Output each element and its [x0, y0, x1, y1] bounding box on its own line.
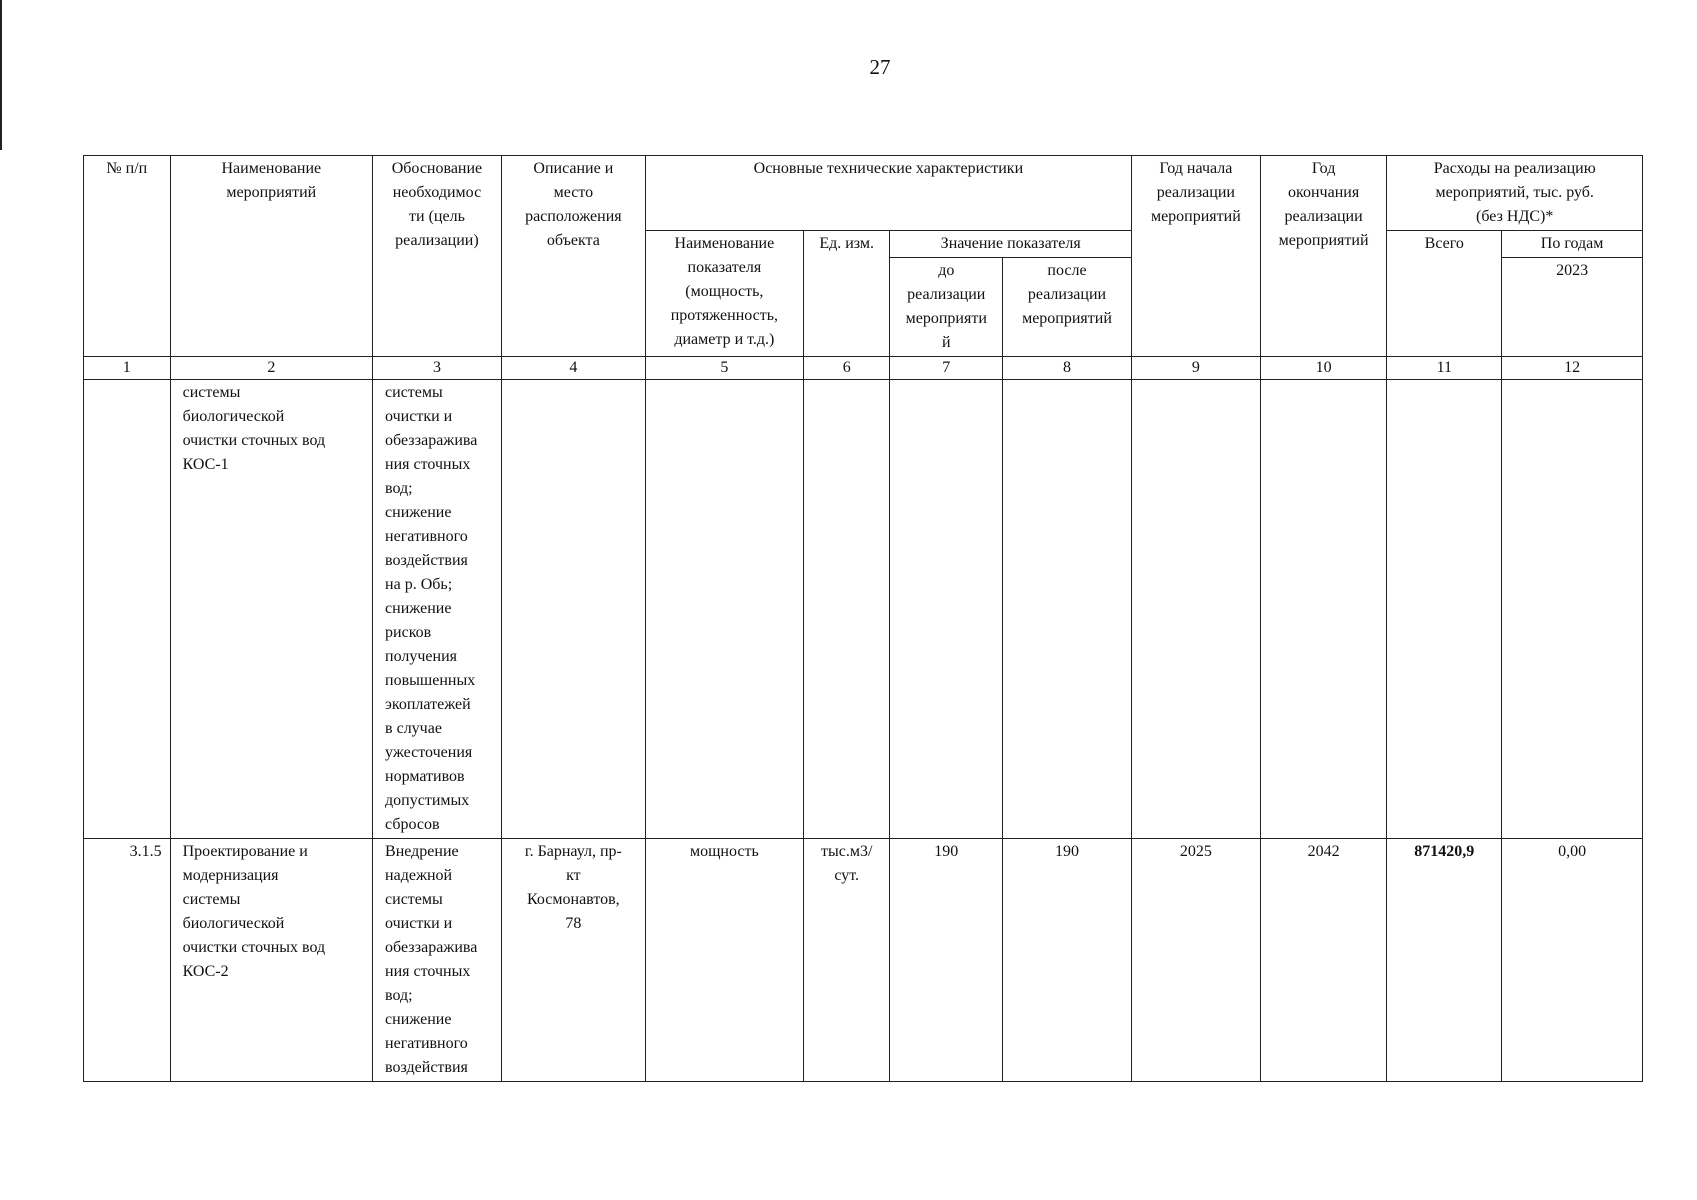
column-number: 2	[170, 357, 372, 380]
column-number: 9	[1131, 357, 1260, 380]
header-row-1	[84, 156, 1643, 231]
row-name: системы биологической очистки сточных вод КОС-1	[170, 380, 372, 839]
column-number: 7	[890, 357, 1003, 380]
header-name: Наименование мероприятий	[170, 156, 372, 357]
column-number: 6	[803, 357, 890, 380]
column-number: 8	[1003, 357, 1132, 380]
row-end-year: 2042	[1260, 839, 1387, 1082]
header-total: Всего	[1387, 231, 1502, 357]
header-by-years: По годам	[1502, 231, 1643, 258]
row-location: г. Барнаул, пр- кт Космонавтов, 78	[501, 839, 645, 1082]
header-indicator-name: Наименование показателя (мощность, протяженность, диаметр и т.д.)	[645, 231, 803, 357]
row-2023: 0,00	[1502, 839, 1643, 1082]
column-number: 5	[645, 357, 803, 380]
row-before: 190	[890, 839, 1003, 1082]
header-year-2023: 2023	[1502, 258, 1643, 357]
header-unit: Ед. изм.	[803, 231, 890, 357]
column-number: 3	[373, 357, 502, 380]
row-justification: Внедрение надежной системы очистки и обеззаражива ния сточных вод; снижение негативного воздействия	[373, 839, 502, 1082]
row-total	[1387, 380, 1502, 839]
row-before	[890, 380, 1003, 839]
row-justification: системы очистки и обеззаражива ния сточных вод; снижение негативного воздействия на р. Обь; снижение рисков получения повышенных экоплатежей в случае ужесточения нормативов допустимых сбросов	[373, 380, 502, 839]
header-justification: Обоснование необходимос ти (цель реализации)	[373, 156, 502, 357]
row-after	[1003, 380, 1132, 839]
row-indicator	[645, 380, 803, 839]
table-row	[84, 380, 1643, 839]
header-after: после реализации мероприятий	[1003, 258, 1132, 357]
row-num: 3.1.5	[84, 839, 171, 1082]
measures-table	[83, 155, 1643, 1082]
row-unit	[803, 380, 890, 839]
column-number: 1	[84, 357, 171, 380]
column-number: 10	[1260, 357, 1387, 380]
header-location: Описание и место расположения объекта	[501, 156, 645, 357]
row-start-year	[1131, 380, 1260, 839]
page-number: 27	[869, 55, 891, 79]
row-name: Проектирование и модернизация системы биологической очистки сточных вод КОС-2	[170, 839, 372, 1082]
column-number: 4	[501, 357, 645, 380]
row-2023	[1502, 380, 1643, 839]
header-end-year: Год окончания реализации мероприятий	[1260, 156, 1387, 357]
table-row	[84, 839, 1643, 1082]
header-start-year: Год начала реализации мероприятий	[1131, 156, 1260, 357]
row-end-year	[1260, 380, 1387, 839]
header-tech-characteristics: Основные технические характеристики	[645, 156, 1131, 231]
row-start-year: 2025	[1131, 839, 1260, 1082]
row-location	[501, 380, 645, 839]
column-number-row	[84, 357, 1643, 380]
header-num: № п/п	[84, 156, 171, 357]
row-after: 190	[1003, 839, 1132, 1082]
row-num	[84, 380, 171, 839]
row-unit: тыс.м3/ сут.	[803, 839, 890, 1082]
row-indicator: мощность	[645, 839, 803, 1082]
column-number: 12	[1502, 357, 1643, 380]
header-costs: Расходы на реализацию мероприятий, тыс. руб. (без НДС)*	[1387, 156, 1643, 231]
header-before: до реализации мероприяти й	[890, 258, 1003, 357]
column-number: 11	[1387, 357, 1502, 380]
header-indicator-value: Значение показателя	[890, 231, 1131, 258]
row-total: 871420,9	[1387, 839, 1502, 1082]
